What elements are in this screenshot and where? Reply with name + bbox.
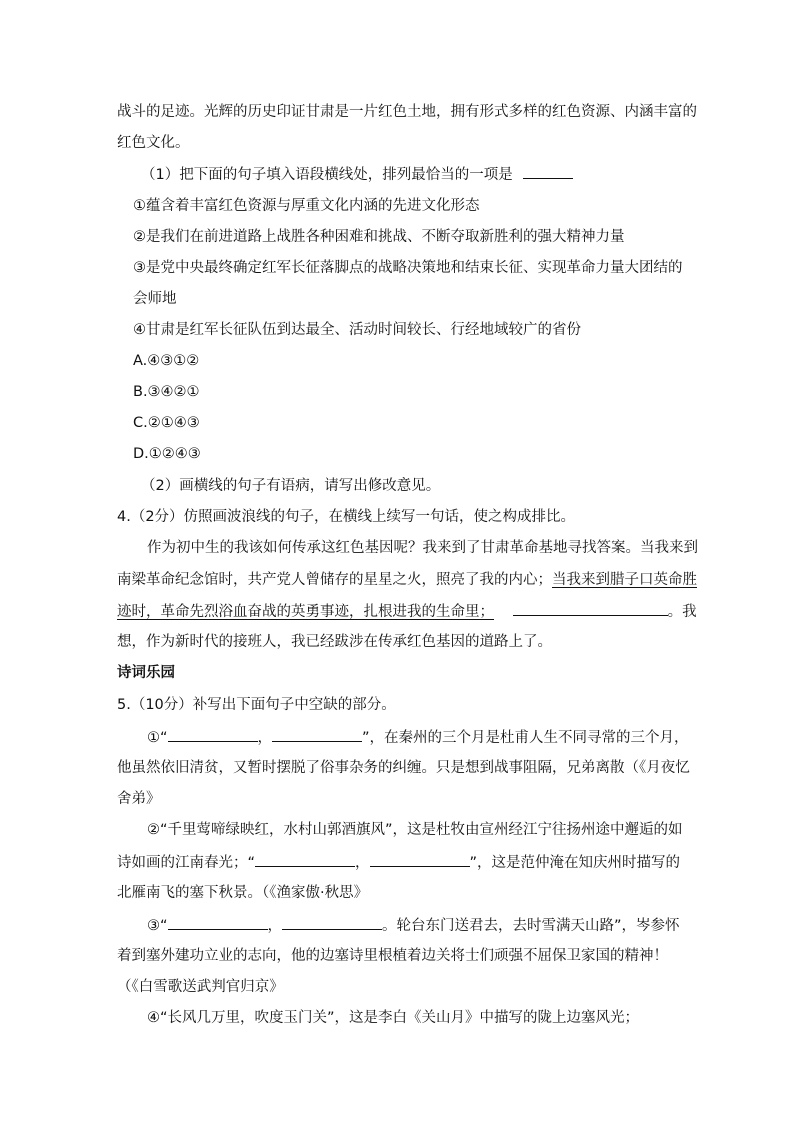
comma: ， bbox=[257, 730, 273, 746]
option-b[interactable]: B.③④②① bbox=[133, 384, 200, 400]
q5-item-1 bbox=[147, 727, 689, 748]
q5-title: 5.（10分）补写出下面句子中空缺的部分。 bbox=[117, 697, 396, 713]
q5-item-2-text: 诗如画的江南春光；“ bbox=[117, 855, 256, 871]
sentence-3: ③是党中央最终确定红军长征落脚点的战略决策地和结束长征、实现革命力量大团结的 bbox=[133, 260, 683, 276]
answer-blank[interactable] bbox=[370, 852, 470, 867]
option-d[interactable]: D.①②④③ bbox=[133, 446, 201, 462]
q5-item-1-text: ”，在秦州的三个月是杜甫人生不同寻常的三个月， bbox=[362, 730, 689, 746]
answer-blank[interactable] bbox=[168, 915, 268, 930]
comma: ， bbox=[267, 918, 283, 934]
q3-sub2: （2）画横线的句子有语病，请写出修改意见。 bbox=[141, 478, 441, 494]
sentence-2: ②是我们在前进道路上战胜各种困难和挑战、不断夺取新胜利的强大精神力量 bbox=[133, 229, 625, 245]
q5-item-1-line-3: 舍弟》 bbox=[117, 791, 161, 807]
q5-item-3-open: ③“ bbox=[147, 918, 168, 934]
q5-item-4: ④“长风几万里，吹度玉门关”，这是李白《关山月》中描写的陇上边塞风光； bbox=[147, 1010, 640, 1026]
q4-para-line-2-text: 南梁革命纪念馆时，共产党人曾储存的星星之火，照亮了我的内心； bbox=[117, 572, 552, 588]
answer-blank[interactable] bbox=[513, 601, 668, 616]
comma: ， bbox=[355, 855, 370, 871]
q5-item-2-text-end: ”，这是范仲淹在知庆州时描写的 bbox=[469, 855, 681, 871]
sentence-3-cont: 会师地 bbox=[133, 291, 177, 307]
q5-item-1-line-2: 他虽然依旧清贫，又暂时摆脱了俗事杂务的纠缠。只是想到战事阻隔，兄弟离散（《月夜忆 bbox=[117, 760, 690, 776]
wavy-sentence-part-2: 迹时，革命先烈浴血奋战的英勇事迹，扎根进我的生命里； bbox=[117, 604, 494, 620]
section-heading: 诗词乐园 bbox=[117, 665, 175, 681]
option-a[interactable]: A.④③①② bbox=[133, 353, 200, 369]
q5-item-2-line-2 bbox=[117, 852, 680, 873]
q3-sub1 bbox=[141, 164, 573, 185]
option-c[interactable]: C.②①④③ bbox=[133, 415, 200, 431]
answer-blank[interactable] bbox=[255, 852, 355, 867]
q5-item-3 bbox=[147, 915, 680, 936]
q4-para-line-1: 作为初中生的我该如何传承这红色基因呢？我来到了甘肃革命基地寻找答案。当我来到 bbox=[147, 540, 698, 556]
q5-item-3-line-2: 着到塞外建功立业的志向，他的边塞诗里根植着边关将士们顽强不屈保卫家国的精神！ bbox=[117, 948, 668, 964]
q5-item-2-line-3: 北雁南飞的塞下秋景。（《渔家傲·秋思》 bbox=[117, 885, 369, 901]
q4-para-line-3 bbox=[117, 601, 697, 622]
answer-blank[interactable] bbox=[168, 727, 258, 742]
q4-para-line-4: 想，作为新时代的接班人，我已经跋涉在传承红色基因的道路上了。 bbox=[117, 634, 552, 650]
q5-item-1-open: ①“ bbox=[147, 730, 168, 746]
q5-item-3-text: 。轮台东门送君去，去时雪满天山路”，岑参怀 bbox=[382, 918, 680, 934]
q4-para-line-3-end: 。我 bbox=[667, 604, 697, 620]
q4-title: 4.（2分）仿照画波浪线的句子，在横线上续写一句话，使之构成排比。 bbox=[117, 509, 576, 525]
q5-item-3-line-3: （《白雪歌送武判官归京》 bbox=[117, 979, 284, 995]
intro-line-1: 战斗的足迹。光辉的历史印证甘肃是一片红色土地，拥有形式多样的红色资源、内涵丰富的 bbox=[117, 104, 697, 120]
q5-item-2: ②“千里莺啼绿映红，水村山郭酒旗风”，这是杜牧由宣州经江宁往扬州途中邂逅的如 bbox=[147, 822, 683, 838]
wavy-sentence-part-1: 当我来到腊子口英命胜 bbox=[552, 572, 697, 588]
answer-blank[interactable] bbox=[523, 164, 573, 179]
answer-blank[interactable] bbox=[282, 915, 382, 930]
q3-sub1-text: （1）把下面的句子填入语段横线处，排列最恰当的一项是 bbox=[141, 167, 513, 183]
sentence-4: ④甘肃是红军长征队伍到达最全、活动时间较长、行经地域较广的省份 bbox=[133, 322, 581, 338]
intro-line-2: 红色文化。 bbox=[117, 135, 190, 151]
sentence-1: ①蕴含着丰富红色资源与厚重文化内涵的先进文化形态 bbox=[133, 198, 480, 214]
answer-blank[interactable] bbox=[272, 727, 362, 742]
q4-para-line-2 bbox=[117, 570, 697, 590]
